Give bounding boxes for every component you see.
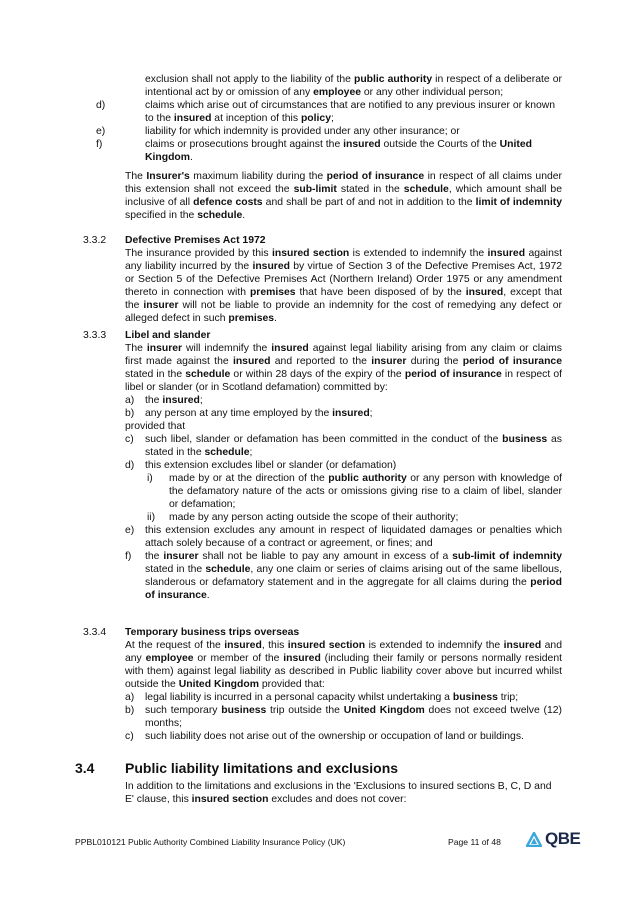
continuation-list	[96, 99, 562, 164]
list-item: b) any person at any time employed by the insured;	[125, 408, 373, 419]
section-3-3-4: Temporary business trips overseas At the request of the insured, this insured section is extended to indemnify the insured and any employee or member of the insured (including their family or persons normally resident with them) against legal liability as described in Public liability cover above but incurred whilst outside the United Kingdom provided that: a) legal liability is incurred in a personal capacity whilst undertaking a business trip; b) such temporary business trip outside the United Kingdom does not exceed twelve (12) months; c) such liability does not arise out of the ownership or occupation of land or buildings.	[125, 627, 563, 742]
list-item: f) the insurer shall not be liable to pay any amount in excess of a sub-limit of indemnity stated in the schedule, any one claim or series of claims arising out of the same libellous, slanderous or defamatory statement and in the aggregate for all claims during the period of insurance.	[125, 551, 562, 601]
list-item: f) claims or prosecutions brought against the insured outside the Courts of the United Kingdom.	[96, 139, 532, 163]
sub-list-item: ii) made by any person acting outside the scope of their authority;	[147, 512, 459, 523]
footer-page-number: Page 11 of 48	[448, 837, 501, 847]
section-number: 3.4	[75, 760, 95, 776]
section-title: Defective Premises Act 1972	[125, 235, 266, 246]
footer-document-title: PPBL010121 Public Authority Combined Liability Insurance Policy (UK)	[75, 837, 346, 847]
section-3-4-intro: In addition to the limitations and exclusions in the 'Exclusions to insured sections B, C, D and E' clause, this insured section excludes and does not cover:	[125, 781, 552, 805]
list-item: c) such liability does not arise out of the ownership or occupation of land or buildings.	[125, 731, 524, 742]
section-title: Temporary business trips overseas	[125, 627, 300, 638]
section-3-3-3: Libel and slander The insurer will indemnify the insured against legal liability arising from any claim or claims first made against the insured and reported to the insurer during the period of insurance stated in the schedule or within 28 days of the expiry of the period of insurance in respect of libel or slander (or in Scotland defamation) committed by: a) the insured; b) any person at any time employed by the insured; provided that c) such libel, slander or defamation has been committed in the conduct of the business as stated in the schedule; d) this extension excludes libel or slander (or defamation) i) made by or at the direction of the public authority or any person with knowledge of the defamatory nature of the acts or omissions giving rise to a claim of libel, slander or defamation; ii) made by any person acting outside the scope of their authority; e) this extension excludes any amount in respect of liquidated damages or penalties which attach solely because of a contract or agreement, or fines; and f) the insurer shall not be liable to pay any amount in excess of a sub-limit of indemnity stated in the schedule, any one claim or series of claims arising out of the same libellous, slanderous or defamatory statement and in the aggregate for all claims during the period of insurance.	[125, 330, 563, 601]
section-number: 3.3.4	[83, 627, 107, 638]
qbe-logo-icon	[526, 832, 542, 847]
list-item: b) such temporary business trip outside the United Kingdom does not exceed twelve (12) months;	[125, 705, 562, 729]
list-item: a) the insured;	[125, 395, 203, 406]
list-item: e) this extension excludes any amount in respect of liquidated damages or penalties which attach solely because of a contract or agreement, or fines; and	[125, 525, 562, 549]
section-number: 3.3.2	[83, 235, 107, 246]
section-number: 3.3.3	[83, 330, 107, 341]
sub-list-item: i) made by or at the direction of the public authority or any person with knowledge of the defamatory nature of the acts or omissions giving rise to a claim of libel, slander or defamation;	[147, 473, 562, 510]
list-item: c) such libel, slander or defamation has been committed in the conduct of the business as stated in the schedule;	[125, 434, 562, 458]
section-heading: Public liability limitations and exclusions	[125, 760, 399, 776]
continuation-intro: exclusion shall not apply to the liability of the public authority in respect of a deliberate or intentional act by or omission of any employee or any other individual person;	[145, 74, 562, 98]
logo-text: QBE	[545, 829, 581, 848]
section-title: Libel and slander	[125, 330, 211, 341]
list-item: d) claims which arise out of circumstances that are notified to any previous insurer or known to the insured at inception of this policy;	[96, 100, 556, 124]
liability-paragraph: The Insurer's maximum liability during the period of insurance in respect of all claims under this extension shall not exceed the sub-limit stated in the schedule, which amount shall be inclusive of all defence costs and shall be part of and not in addition to the limit of indemnity specified in the schedule.	[125, 171, 563, 221]
list-item: d) this extension excludes libel or slander (or defamation)	[125, 460, 397, 471]
section-3-3-2: Defective Premises Act 1972 The insurance provided by this insured section is extended to indemnify the insured against any liability incurred by the insured by virtue of Section 3 of the Defective Premises Act, 1972 or Section 5 of the Defective Premises Act (Northern Ireland) Order 1975 or any amendment thereto in connection with premises that have been disposed of by the insured, except that the insurer will not be liable to provide an indemnity for the cost of remedying any defect or alleged defect in such premises.	[125, 235, 563, 324]
provided-that: provided that	[125, 421, 186, 432]
qbe-logo	[526, 830, 580, 848]
list-item: a) legal liability is incurred in a personal capacity whilst undertaking a business trip;	[125, 692, 519, 703]
list-item: e) liability for which indemnity is provided under any other insurance; or	[96, 126, 460, 137]
